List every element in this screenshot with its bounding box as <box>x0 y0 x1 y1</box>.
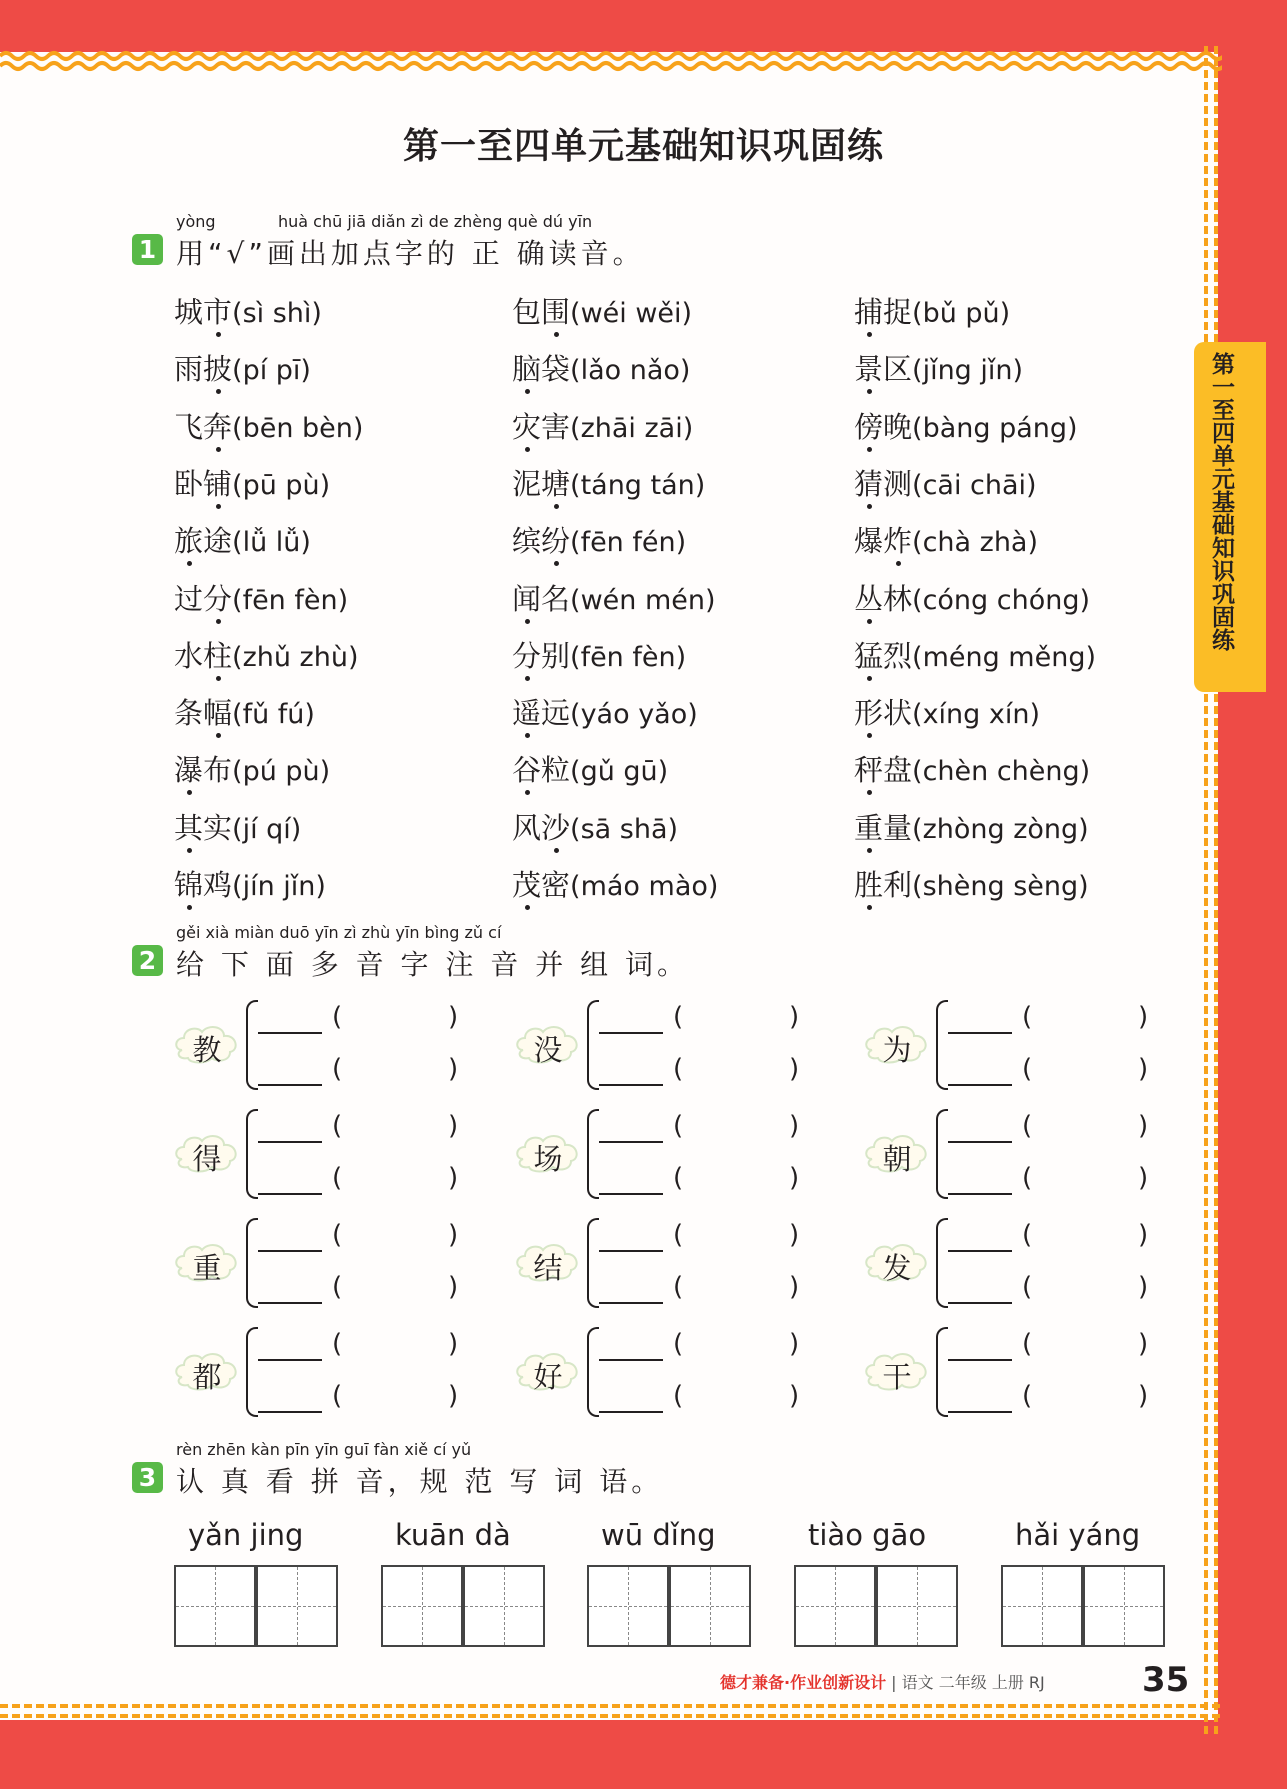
guide-line <box>422 1567 423 1645</box>
reading-options[interactable]: (zhòng zòng) <box>912 813 1089 845</box>
writing-cell[interactable] <box>669 1565 751 1647</box>
brace <box>936 1218 948 1308</box>
polyphonic-char: 都 <box>192 1360 222 1394</box>
word-paren-open: ( <box>332 1220 343 1250</box>
reading-options[interactable]: (bǔ pǔ) <box>912 298 1011 329</box>
word-paren-open: ( <box>332 1272 343 1302</box>
guide-line <box>710 1567 711 1645</box>
polyphonic-char-cloud <box>862 1347 932 1395</box>
word-pinyin: tiào gāo <box>808 1518 927 1552</box>
item-char-2: 害 <box>541 409 571 444</box>
item-char-1: 茂 <box>512 863 541 904</box>
writing-grid[interactable] <box>587 1565 753 1647</box>
word-paren-open: ( <box>673 1002 684 1032</box>
item-char-1: 丛 <box>854 577 883 618</box>
word-paren-close[interactable]: ) <box>1138 1220 1149 1250</box>
polyphonic-char-cloud <box>513 1129 583 1177</box>
writing-cell[interactable] <box>794 1565 876 1647</box>
brace <box>587 1000 599 1090</box>
reading-options[interactable]: (zhāi zāi) <box>570 412 694 444</box>
word-paren-close[interactable]: ) <box>1138 1381 1149 1411</box>
choose-reading-item[interactable] <box>512 806 678 847</box>
word-pinyin: wū dǐng <box>601 1518 716 1552</box>
item-char-1: 重 <box>854 806 883 847</box>
item-char-2: 沙 <box>541 806 570 847</box>
item-char-2: 铺 <box>203 462 232 503</box>
word-pinyin: kuān dà <box>395 1518 511 1552</box>
choose-reading-item[interactable] <box>512 290 692 331</box>
choose-reading-item[interactable] <box>512 405 693 446</box>
item-char-2: 别 <box>541 638 571 673</box>
item-char-2: 粒 <box>541 753 571 788</box>
reading-options[interactable]: (jí qí) <box>232 813 302 845</box>
item-char-1: 形 <box>854 691 883 732</box>
reading-options[interactable]: (gǔ gū) <box>570 756 669 788</box>
page-title: 第一至四单元基础知识巩固练 <box>402 126 884 167</box>
item-char-1: 风 <box>512 810 542 845</box>
reading-options[interactable]: (lǎo nǎo) <box>570 355 691 387</box>
item-char-1: 爆 <box>854 524 884 559</box>
choose-reading-item[interactable] <box>174 462 330 503</box>
polyphonic-char-cloud <box>172 1129 242 1177</box>
word-paren-open: ( <box>1022 1220 1033 1250</box>
word-paren-open: ( <box>673 1220 684 1250</box>
pinyin-blank[interactable] <box>599 1032 663 1034</box>
choose-reading-item[interactable] <box>174 519 311 560</box>
brace <box>587 1327 599 1417</box>
item-char-1: 分 <box>512 634 541 675</box>
item-char-2: 名 <box>541 581 571 616</box>
choose-reading-item[interactable] <box>854 863 1089 904</box>
guide-line <box>917 1567 918 1645</box>
polyphonic-char: 为 <box>882 1033 912 1067</box>
item-char-1: 闻 <box>512 577 541 618</box>
word-paren-close[interactable]: ) <box>448 1163 459 1193</box>
polyphonic-char-cloud <box>513 1020 583 1068</box>
brace <box>936 1000 948 1090</box>
item-char-1: 灾 <box>512 405 541 446</box>
section-2-pinyin: gěi xià miàn duō yīn zì zhù yīn bìng zǔ cí <box>176 923 502 942</box>
item-char-1: 傍 <box>854 405 883 446</box>
polyphonic-char-cloud <box>513 1347 583 1395</box>
choose-reading-item[interactable] <box>854 462 1037 503</box>
reading-options[interactable]: (pú pù) <box>232 756 331 788</box>
section-1-pinyin-b: huà chū jiā diǎn zì de zhèng què dú yīn <box>278 212 593 231</box>
polyphonic-char-cloud <box>172 1347 242 1395</box>
polyphonic-char-cloud <box>172 1020 242 1068</box>
choose-reading-item[interactable] <box>854 290 1010 331</box>
item-char-2: 区 <box>883 352 913 387</box>
item-char-2: 远 <box>541 696 571 731</box>
reading-options[interactable]: (fǔ fú) <box>232 699 315 731</box>
brace <box>587 1109 599 1199</box>
item-char-1: 缤 <box>512 524 542 559</box>
word-paren-open: ( <box>1022 1329 1033 1359</box>
pinyin-blank[interactable] <box>258 1359 322 1361</box>
item-char-2: 分 <box>203 577 232 618</box>
brace <box>246 1327 258 1417</box>
brace <box>936 1109 948 1199</box>
choose-reading-item[interactable] <box>512 691 698 732</box>
pinyin-blank[interactable] <box>948 1359 1012 1361</box>
reading-options[interactable]: (chèn chèng) <box>912 756 1091 788</box>
reading-options[interactable]: (méng měng) <box>912 641 1097 673</box>
word-paren-close[interactable]: ) <box>448 1329 459 1359</box>
reading-options[interactable]: (wéi wěi) <box>570 298 693 329</box>
footer <box>720 1670 1045 1693</box>
word-paren-close[interactable]: ) <box>448 1054 459 1084</box>
writing-cell[interactable] <box>876 1565 958 1647</box>
pinyin-blank[interactable] <box>258 1302 322 1304</box>
polyphonic-char: 朝 <box>882 1142 912 1176</box>
section-1-badge: 1 <box>132 234 163 265</box>
pinyin-blank[interactable] <box>258 1141 322 1143</box>
reading-options[interactable]: (sā shā) <box>570 813 679 845</box>
word-paren-open: ( <box>1022 1272 1033 1302</box>
reading-options[interactable]: (wén mén) <box>570 584 716 616</box>
choose-reading-item[interactable] <box>174 405 363 446</box>
footer-brand: 德才兼备·作业创新设计 <box>720 1673 887 1692</box>
word-paren-close[interactable]: ) <box>448 1272 459 1302</box>
word-paren-close[interactable]: ) <box>1138 1054 1149 1084</box>
word-paren-close[interactable]: ) <box>1138 1163 1149 1193</box>
reading-options[interactable]: (cāi chāi) <box>912 469 1037 501</box>
word-paren-close[interactable]: ) <box>789 1329 800 1359</box>
item-char-1: 瀑 <box>174 748 203 789</box>
brace <box>246 1000 258 1090</box>
pinyin-blank[interactable] <box>599 1411 663 1413</box>
item-char-1: 城 <box>174 295 204 329</box>
reading-options[interactable]: (cóng chóng) <box>912 584 1091 616</box>
pinyin-blank[interactable] <box>948 1302 1012 1304</box>
pinyin-blank[interactable] <box>948 1411 1012 1413</box>
word-paren-open: ( <box>332 1329 343 1359</box>
item-char-2: 测 <box>883 466 913 501</box>
reading-options[interactable]: (zhǔ zhù) <box>232 641 359 673</box>
item-char-2: 晚 <box>883 409 913 444</box>
writing-cell[interactable] <box>256 1565 338 1647</box>
guide-line <box>297 1567 298 1645</box>
item-char-2: 幅 <box>203 691 232 732</box>
item-char-2: 炸 <box>883 519 912 560</box>
choose-reading-item[interactable] <box>512 863 718 904</box>
choose-reading-item[interactable] <box>512 519 686 560</box>
item-char-1: 泥 <box>512 466 542 501</box>
item-char-2: 塘 <box>541 462 570 503</box>
choose-reading-item[interactable] <box>854 577 1090 618</box>
item-char-1: 卧 <box>174 466 204 501</box>
item-char-2: 纷 <box>541 519 570 560</box>
item-char-2: 捉 <box>883 295 913 329</box>
reading-options[interactable]: (chà zhà) <box>912 527 1039 559</box>
word-pinyin: yǎn jing <box>188 1518 304 1552</box>
word-paren-close[interactable]: ) <box>448 1220 459 1250</box>
item-char-2: 奔 <box>203 405 232 446</box>
choose-reading-item[interactable] <box>174 634 358 675</box>
footer-book-info: | 语文 二年级 上册 RJ <box>886 1673 1045 1692</box>
polyphonic-char-cloud <box>862 1020 932 1068</box>
word-paren-close[interactable]: ) <box>448 1111 459 1141</box>
item-char-2: 鸡 <box>203 868 233 902</box>
choose-reading-item[interactable] <box>512 462 705 503</box>
word-paren-open: ( <box>1022 1381 1033 1411</box>
reading-options[interactable]: (sì shì) <box>232 298 322 329</box>
pinyin-blank[interactable] <box>258 1411 322 1413</box>
word-paren-close[interactable]: ) <box>789 1220 800 1250</box>
item-char-2: 途 <box>203 524 233 559</box>
side-tab-label: 第一至四单元基础知识巩固练 <box>1208 352 1234 651</box>
reading-options[interactable]: (jǐng jǐn) <box>912 355 1024 387</box>
pinyin-blank[interactable] <box>599 1302 663 1304</box>
reading-options[interactable]: (jín jǐn) <box>232 871 326 902</box>
item-char-1: 秤 <box>854 748 883 789</box>
pinyin-blank[interactable] <box>599 1084 663 1086</box>
item-char-2: 柱 <box>203 634 232 675</box>
choose-reading-item[interactable] <box>174 863 326 904</box>
item-char-1: 过 <box>174 581 204 616</box>
polyphonic-char-cloud <box>862 1238 932 1286</box>
section-1-pinyin-a: yòng <box>176 212 216 231</box>
item-char-1: 谷 <box>512 748 541 789</box>
word-paren-close[interactable]: ) <box>1138 1002 1149 1032</box>
reading-options[interactable]: (lǚ lǚ) <box>232 527 311 559</box>
writing-cell[interactable] <box>463 1565 545 1647</box>
item-char-2: 布 <box>203 753 233 788</box>
choose-reading-item[interactable] <box>854 691 1040 732</box>
pinyin-blank[interactable] <box>258 1193 322 1195</box>
item-char-2: 林 <box>883 581 913 616</box>
item-char-1: 包 <box>512 295 542 329</box>
item-char-1: 雨 <box>174 352 204 387</box>
pinyin-blank[interactable] <box>948 1084 1012 1086</box>
reading-options[interactable]: (xíng xín) <box>912 699 1041 731</box>
choose-reading-item[interactable] <box>854 748 1090 789</box>
word-paren-open: ( <box>673 1054 684 1084</box>
pinyin-blank[interactable] <box>258 1032 322 1034</box>
word-paren-open: ( <box>1022 1002 1033 1032</box>
guide-line <box>1042 1567 1043 1645</box>
reading-options[interactable]: (bàng páng) <box>912 412 1078 444</box>
item-char-1: 飞 <box>174 409 204 444</box>
wavy-border-top <box>0 46 1222 76</box>
item-char-2: 实 <box>203 810 233 845</box>
guide-line <box>504 1567 505 1645</box>
writing-grid[interactable] <box>381 1565 547 1647</box>
reading-options[interactable]: (fēn fén) <box>570 527 687 559</box>
word-paren-close[interactable]: ) <box>1138 1329 1149 1359</box>
pinyin-blank[interactable] <box>599 1250 663 1252</box>
pinyin-blank[interactable] <box>948 1141 1012 1143</box>
item-char-2: 烈 <box>883 638 913 673</box>
item-char-1: 胜 <box>854 863 883 904</box>
item-char-2: 盘 <box>883 753 913 788</box>
word-paren-open: ( <box>673 1272 684 1302</box>
guide-line <box>835 1567 836 1645</box>
choose-reading-item[interactable] <box>854 806 1089 847</box>
item-char-1: 捕 <box>854 290 883 331</box>
polyphonic-char: 重 <box>192 1251 222 1285</box>
writing-grid[interactable] <box>174 1565 340 1647</box>
word-paren-close[interactable]: ) <box>789 1381 800 1411</box>
writing-grid[interactable] <box>1001 1565 1167 1647</box>
reading-options[interactable]: (bēn bèn) <box>232 412 364 444</box>
item-char-1: 其 <box>174 806 203 847</box>
item-char-2: 利 <box>883 868 913 902</box>
word-paren-close[interactable]: ) <box>1138 1111 1149 1141</box>
polyphonic-char: 场 <box>533 1142 563 1176</box>
brace <box>246 1218 258 1308</box>
item-char-1: 锦 <box>174 863 203 904</box>
word-pinyin: hǎi yáng <box>1015 1518 1141 1552</box>
word-paren-close[interactable]: ) <box>448 1002 459 1032</box>
word-paren-open: ( <box>332 1002 343 1032</box>
item-char-2: 量 <box>883 810 913 845</box>
guide-line <box>1124 1567 1125 1645</box>
polyphonic-char: 教 <box>192 1033 222 1067</box>
item-char-2: 市 <box>203 290 232 331</box>
reading-options[interactable]: (shèng sèng) <box>912 871 1089 902</box>
word-paren-open: ( <box>332 1163 343 1193</box>
word-paren-close[interactable]: ) <box>789 1054 800 1084</box>
guide-line <box>628 1567 629 1645</box>
polyphonic-char: 结 <box>533 1251 563 1285</box>
pinyin-blank[interactable] <box>258 1250 322 1252</box>
section-2-badge: 2 <box>132 945 163 976</box>
pinyin-blank[interactable] <box>599 1141 663 1143</box>
section-3-pinyin: rèn zhēn kàn pīn yīn guī fàn xiě cí yǔ <box>176 1440 472 1459</box>
pinyin-blank[interactable] <box>599 1359 663 1361</box>
writing-grid[interactable] <box>794 1565 960 1647</box>
writing-cell[interactable] <box>587 1565 669 1647</box>
section-3-badge: 3 <box>132 1462 163 1493</box>
choose-reading-item[interactable] <box>174 290 322 331</box>
word-paren-open: ( <box>673 1329 684 1359</box>
word-paren-open: ( <box>1022 1111 1033 1141</box>
choose-reading-item[interactable] <box>854 347 1023 388</box>
word-paren-open: ( <box>332 1054 343 1084</box>
section-1-title: 用“√”画出加点字的 正 确读音。 <box>176 237 645 270</box>
pinyin-blank[interactable] <box>948 1250 1012 1252</box>
item-char-1: 旅 <box>174 519 203 560</box>
reading-options[interactable]: (pū pù) <box>232 469 331 501</box>
choose-reading-item[interactable] <box>854 634 1096 675</box>
item-char-1: 景 <box>854 347 883 388</box>
word-paren-close[interactable]: ) <box>448 1381 459 1411</box>
item-char-2: 披 <box>203 347 232 388</box>
writing-cell[interactable] <box>381 1565 463 1647</box>
item-char-2: 密 <box>541 868 571 902</box>
writing-cell[interactable] <box>174 1565 256 1647</box>
choose-reading-item[interactable] <box>512 347 690 388</box>
writing-cell[interactable] <box>1083 1565 1165 1647</box>
reading-options[interactable]: (fēn fèn) <box>570 641 687 673</box>
brace <box>587 1218 599 1308</box>
wavy-border-bottom <box>0 1696 1222 1726</box>
choose-reading-item[interactable] <box>854 519 1038 560</box>
polyphonic-char-cloud <box>862 1129 932 1177</box>
choose-reading-item[interactable] <box>512 577 716 618</box>
item-char-2: 围 <box>541 290 570 331</box>
choose-reading-item[interactable] <box>174 691 315 732</box>
polyphonic-char: 没 <box>533 1033 563 1067</box>
reading-options[interactable]: (yáo yǎo) <box>570 699 698 731</box>
word-paren-open: ( <box>332 1381 343 1411</box>
section-2-title: 给 下 面 多 音 字 注 音 并 组 词。 <box>176 948 690 981</box>
reading-options[interactable]: (fēn fèn) <box>232 584 349 616</box>
guide-line <box>215 1567 216 1645</box>
polyphonic-char: 干 <box>882 1360 912 1394</box>
item-char-1: 条 <box>174 696 204 731</box>
choose-reading-item[interactable] <box>512 634 686 675</box>
choose-reading-item[interactable] <box>174 577 348 618</box>
choose-reading-item[interactable] <box>174 347 311 388</box>
word-paren-close[interactable]: ) <box>789 1272 800 1302</box>
polyphonic-char-cloud <box>513 1238 583 1286</box>
polyphonic-char: 发 <box>882 1251 912 1285</box>
choose-reading-item[interactable] <box>512 748 668 789</box>
pinyin-blank[interactable] <box>599 1193 663 1195</box>
word-paren-close[interactable]: ) <box>789 1163 800 1193</box>
word-paren-close[interactable]: ) <box>789 1111 800 1141</box>
brace <box>936 1327 948 1417</box>
word-paren-open: ( <box>332 1111 343 1141</box>
polyphonic-char: 好 <box>533 1360 563 1394</box>
word-paren-open: ( <box>1022 1163 1033 1193</box>
choose-reading-item[interactable] <box>174 806 301 847</box>
item-char-1: 脑 <box>512 347 541 388</box>
item-char-1: 水 <box>174 638 204 673</box>
word-paren-close[interactable]: ) <box>1138 1272 1149 1302</box>
word-paren-open: ( <box>673 1111 684 1141</box>
choose-reading-item[interactable] <box>174 748 330 789</box>
pinyin-blank[interactable] <box>948 1032 1012 1034</box>
page-number: 35 <box>1142 1660 1190 1700</box>
writing-cell[interactable] <box>1001 1565 1083 1647</box>
brace <box>246 1109 258 1199</box>
word-paren-close[interactable]: ) <box>789 1002 800 1032</box>
wavy-border-right <box>1196 46 1236 1736</box>
section-3-title: 认 真 看 拼 音，规 范 写 词 语。 <box>176 1465 664 1498</box>
word-paren-open: ( <box>673 1381 684 1411</box>
item-char-1: 猛 <box>854 634 883 675</box>
polyphonic-char: 得 <box>192 1142 222 1176</box>
word-paren-open: ( <box>673 1163 684 1193</box>
pinyin-blank[interactable] <box>258 1084 322 1086</box>
item-char-2: 袋 <box>541 352 571 387</box>
choose-reading-item[interactable] <box>854 405 1078 446</box>
reading-options[interactable]: (máo mào) <box>570 871 719 902</box>
word-paren-open: ( <box>1022 1054 1033 1084</box>
reading-options[interactable]: (táng tán) <box>570 469 706 501</box>
reading-options[interactable]: (pí pī) <box>232 355 311 387</box>
pinyin-blank[interactable] <box>948 1193 1012 1195</box>
item-char-2: 状 <box>883 696 913 731</box>
item-char-1: 猜 <box>854 462 883 503</box>
polyphonic-char-cloud <box>172 1238 242 1286</box>
item-char-1: 遥 <box>512 691 541 732</box>
